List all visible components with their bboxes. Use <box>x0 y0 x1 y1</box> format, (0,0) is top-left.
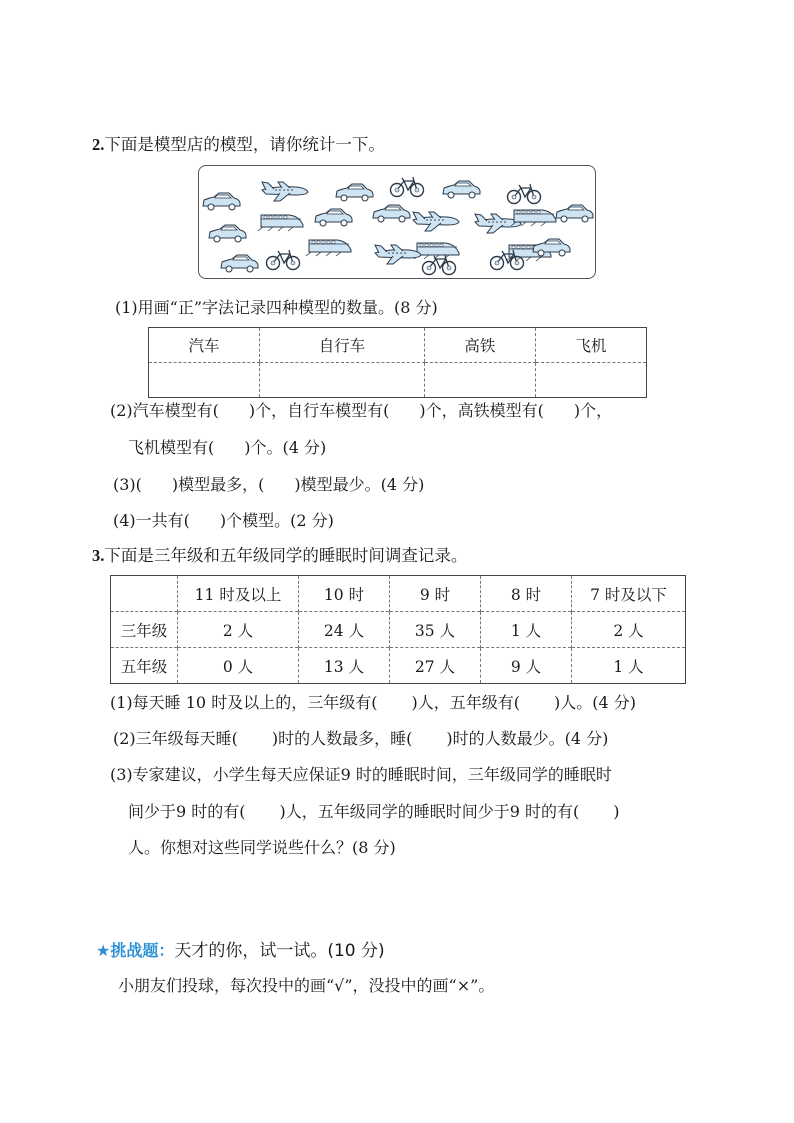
table-header-cell: 11 时及以上 <box>178 576 299 612</box>
challenge-label: 挑战题： <box>110 941 175 960</box>
q3-sub3-line1: (3)专家建议，小学生每天应保证9 时的睡眠时间，三年级同学的睡眠时 <box>110 765 612 784</box>
table-row-label: 三年级 <box>111 612 178 648</box>
q3-sub2-text-c: )时的人数最少。(4 分) <box>446 729 609 748</box>
q2-sub2-text-f: )个。(4 分) <box>244 438 327 457</box>
q2-sub2-text-d: )个， <box>573 401 613 420</box>
bicycle-model-icon <box>267 250 300 270</box>
q3-sub3-text-b: 间少于9 时的有( <box>128 802 246 821</box>
table-cell: 1 人 <box>572 648 686 684</box>
table-row-label: 五年级 <box>111 648 178 684</box>
car-model-icon <box>315 209 352 226</box>
q2-sub3-text-c: )模型最少。(4 分) <box>294 475 425 494</box>
table-cell: 2 人 <box>178 612 299 648</box>
q2-sub2-text-b: )个，自行车模型有( <box>248 401 390 420</box>
q2-sub2-text-c: )个，高铁模型有( <box>419 401 544 420</box>
table-cell: 2 人 <box>572 612 686 648</box>
q3-sub3-line2 <box>128 799 620 822</box>
q3-sub1 <box>110 690 636 713</box>
star-icon: ★ <box>96 941 111 960</box>
car-model-icon <box>373 205 410 222</box>
table-cell: 35 人 <box>390 612 481 648</box>
q3-sub2 <box>113 726 608 749</box>
challenge-heading <box>96 936 385 961</box>
q3-title <box>92 542 467 566</box>
challenge-title: 天才的你，试一试。(10 分) <box>174 941 385 961</box>
table-cell: 24 人 <box>299 612 390 648</box>
model-illustrations <box>199 166 595 278</box>
q2-sub2-line1 <box>110 398 612 421</box>
car-model-icon <box>556 205 593 222</box>
q3-number: 3. <box>92 546 105 565</box>
q2-sub3-text-b: )模型最多，( <box>171 475 265 494</box>
car-model-icon <box>209 225 246 242</box>
tally-cell-car[interactable] <box>149 363 260 398</box>
q2-sub3-text-a: (3)( <box>113 475 142 494</box>
table-row <box>111 612 686 648</box>
car-model-icon <box>221 255 258 272</box>
table-header-cell: 8 时 <box>481 576 572 612</box>
q3-sub3-line3: 人。你想对这些同学说些什么？(8 分) <box>128 838 396 857</box>
bullet-train-model-icon <box>258 215 303 231</box>
bicycle-model-icon <box>391 177 424 197</box>
q2-sub4-text-a: (4)一共有( <box>113 511 190 530</box>
table-header-cell: 7 时及以下 <box>572 576 686 612</box>
q3-sub1-text-b: )人，五年级有( <box>411 693 520 712</box>
q3-sub1-text-c: )人。(4 分) <box>553 693 636 712</box>
q2-number: 2. <box>92 135 105 154</box>
q2-title-text: 下面是模型店的模型，请你统计一下。 <box>104 135 385 154</box>
challenge-text: 小朋友们投球，每次投中的画“√”，没投中的画“×”。 <box>118 976 495 995</box>
q3-sub3-text-c: )人，五年级同学的睡眠时间少于9 时的有( <box>279 802 580 821</box>
bullet-train-model-icon <box>414 243 459 259</box>
car-model-icon <box>533 239 570 256</box>
model-picture-box <box>198 165 596 279</box>
q2-sub1: (1)用画“正”字法记录四种模型的数量。(8 分) <box>115 298 438 317</box>
table-header-cell: 9 时 <box>390 576 481 612</box>
tally-cell-bicycle[interactable] <box>260 363 425 398</box>
q3-title-text: 下面是三年级和五年级同学的睡眠时间调查记录。 <box>104 546 468 565</box>
bicycle-model-icon <box>508 184 541 204</box>
tally-header-train: 高铁 <box>424 328 535 363</box>
q2-sub2-line2 <box>128 435 326 458</box>
bicycle-model-icon <box>423 255 456 275</box>
q2-sub4-text-b: )个模型。(2 分) <box>219 511 334 530</box>
q2-sub2-text-a: (2)汽车模型有( <box>110 401 219 420</box>
tally-cell-train[interactable] <box>424 363 535 398</box>
q2-sub4 <box>113 508 334 531</box>
tally-header-plane: 飞机 <box>535 328 646 363</box>
sleep-survey-table <box>110 575 686 684</box>
table-header-cell: 10 时 <box>299 576 390 612</box>
bullet-train-model-icon <box>306 240 351 256</box>
tally-cell-plane[interactable] <box>535 363 646 398</box>
q2-sub3 <box>113 472 424 495</box>
q2-title <box>92 131 385 155</box>
car-model-icon <box>443 181 480 198</box>
table-cell: 27 人 <box>390 648 481 684</box>
q3-sub3-text-d: ) <box>613 802 620 821</box>
table-row <box>111 648 686 684</box>
table-cell: 13 人 <box>299 648 390 684</box>
tally-header-car: 汽车 <box>149 328 260 363</box>
q3-sub2-text-a: (2)三年级每天睡( <box>113 729 238 748</box>
plane-model-icon <box>413 212 459 231</box>
table-cell: 1 人 <box>481 612 572 648</box>
q3-sub1-text-a: (1)每天睡 10 时及以上的，三年级有( <box>110 693 378 712</box>
car-model-icon <box>336 184 373 201</box>
table-cell: 0 人 <box>178 648 299 684</box>
tally-table <box>148 327 647 398</box>
q2-sub2-text-e: 飞机模型有( <box>128 438 215 457</box>
q3-sub2-text-b: )时的人数最多，睡( <box>271 729 413 748</box>
table-cell: 9 人 <box>481 648 572 684</box>
plane-model-icon <box>375 245 421 264</box>
table-header-cell <box>111 576 178 612</box>
plane-model-icon <box>262 182 308 201</box>
tally-header-bicycle: 自行车 <box>260 328 425 363</box>
car-model-icon <box>203 193 240 210</box>
